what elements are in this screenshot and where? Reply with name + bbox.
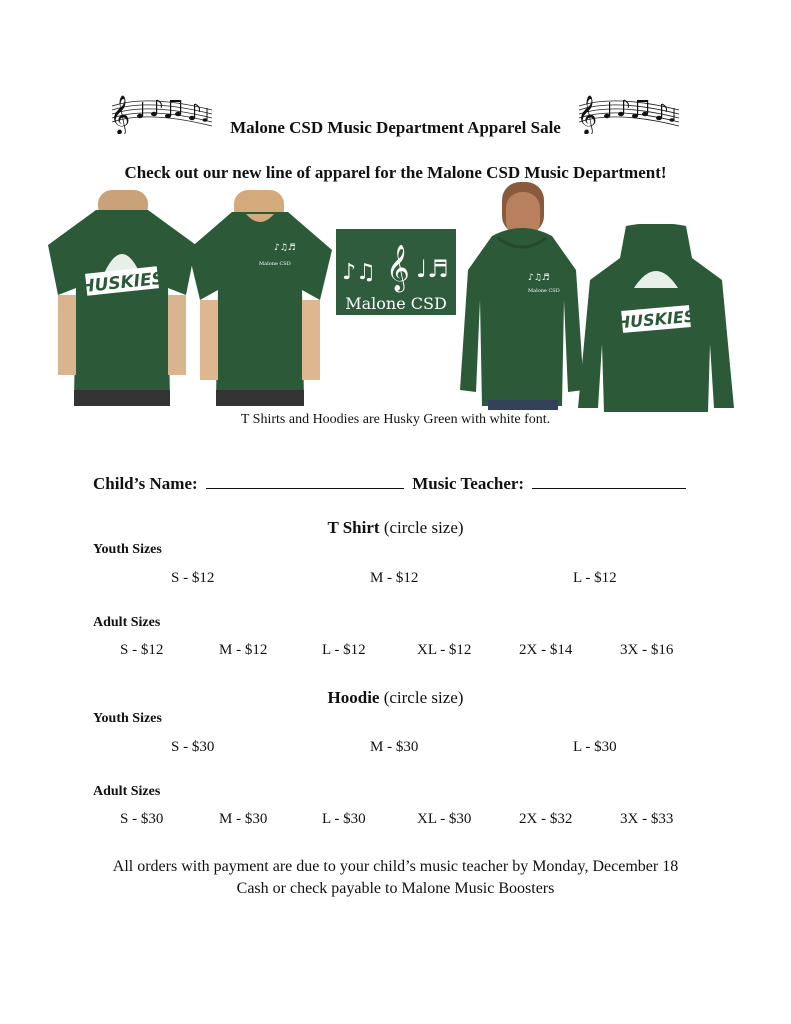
page-title: Malone CSD Music Department Apparel Sale [230,118,561,137]
footer-payment: Cash or check payable to Malone Music Boosters [236,880,555,897]
hoodie-huskies-text: HUSKIES [616,306,697,333]
tshirt-adult-3x[interactable]: 3X - $16 [620,642,674,658]
hoodie-adult-2x[interactable]: 2X - $32 [519,811,573,827]
hoodie-small-logo-text: Malone CSD [528,288,560,294]
hoodie-adult-l[interactable]: L - $30 [322,811,366,827]
tshirt-front-image [186,190,334,406]
tshirt-adult-xl[interactable]: XL - $12 [417,642,472,658]
tshirt-youth-label: Youth Sizes [93,542,162,557]
hoodie-youth-label: Youth Sizes [93,711,162,726]
tshirt-adult-m[interactable]: M - $12 [219,642,268,658]
tshirt-adult-label: Adult Sizes [93,615,161,630]
hoodie-adult-m[interactable]: M - $30 [219,811,268,827]
tshirt-adult-l[interactable]: L - $12 [322,642,366,658]
svg-text:♪♫♬: ♪♫♬ [528,273,550,283]
svg-text:♪♫: ♪♫ [342,260,376,285]
hoodie-front-image [458,180,586,410]
tshirt-youth-m[interactable]: M - $12 [370,570,419,586]
music-teacher-label: Music Teacher: [412,474,525,493]
hoodie-youth-s[interactable]: S - $30 [171,739,215,755]
hoodie-title-rest: (circle size) [379,688,464,707]
tshirt-title-rest: (circle size) [379,518,464,537]
hoodie-title-bold: Hoodie [327,688,380,707]
apparel-caption: T Shirts and Hoodies are Husky Green with white font. [240,412,551,427]
svg-text:𝄞: 𝄞 [577,95,598,134]
child-name-label: Child’s Name: [93,474,198,493]
tshirt-adult-s[interactable]: S - $12 [120,642,164,658]
hoodie-adult-xl[interactable]: XL - $30 [417,811,472,827]
malone-csd-logo [336,229,456,315]
music-teacher-blank[interactable] [532,474,686,489]
tshirt-youth-l[interactable]: L - $12 [573,570,617,586]
hoodie-section-title [0,688,791,708]
footer-due-date: All orders with payment are due to your child’s music teacher by Monday, December 18 [112,858,679,875]
tshirt-adult-2x[interactable]: 2X - $14 [519,642,573,658]
tshirt-section-title [0,518,791,538]
child-name-blank[interactable] [206,474,404,489]
svg-text:♪♫♬: ♪♫♬ [274,243,296,253]
hoodie-youth-m[interactable]: M - $30 [370,739,419,755]
svg-text:♩♬: ♩♬ [416,255,449,283]
svg-text:𝄞: 𝄞 [386,245,410,291]
name-teacher-fields [93,474,686,494]
hoodie-adult-label: Adult Sizes [93,784,161,799]
hoodie-youth-l[interactable]: L - $30 [573,739,617,755]
tshirt-title-bold: T Shirt [327,518,380,537]
logo-text: Malone CSD [345,294,447,313]
hoodie-adult-s[interactable]: S - $30 [120,811,164,827]
hoodie-adult-3x[interactable]: 3X - $33 [620,811,674,827]
tshirt-youth-s[interactable]: S - $12 [171,570,215,586]
tshirt-back-image [46,190,198,406]
hoodie-back-image [576,224,736,412]
small-logo-text: Malone CSD [259,261,291,267]
svg-text:𝄞: 𝄞 [110,95,131,134]
page-subtitle: Check out our new line of apparel for the Malone CSD Music Department! [124,163,667,182]
huskies-text: HUSKIES [79,268,165,298]
